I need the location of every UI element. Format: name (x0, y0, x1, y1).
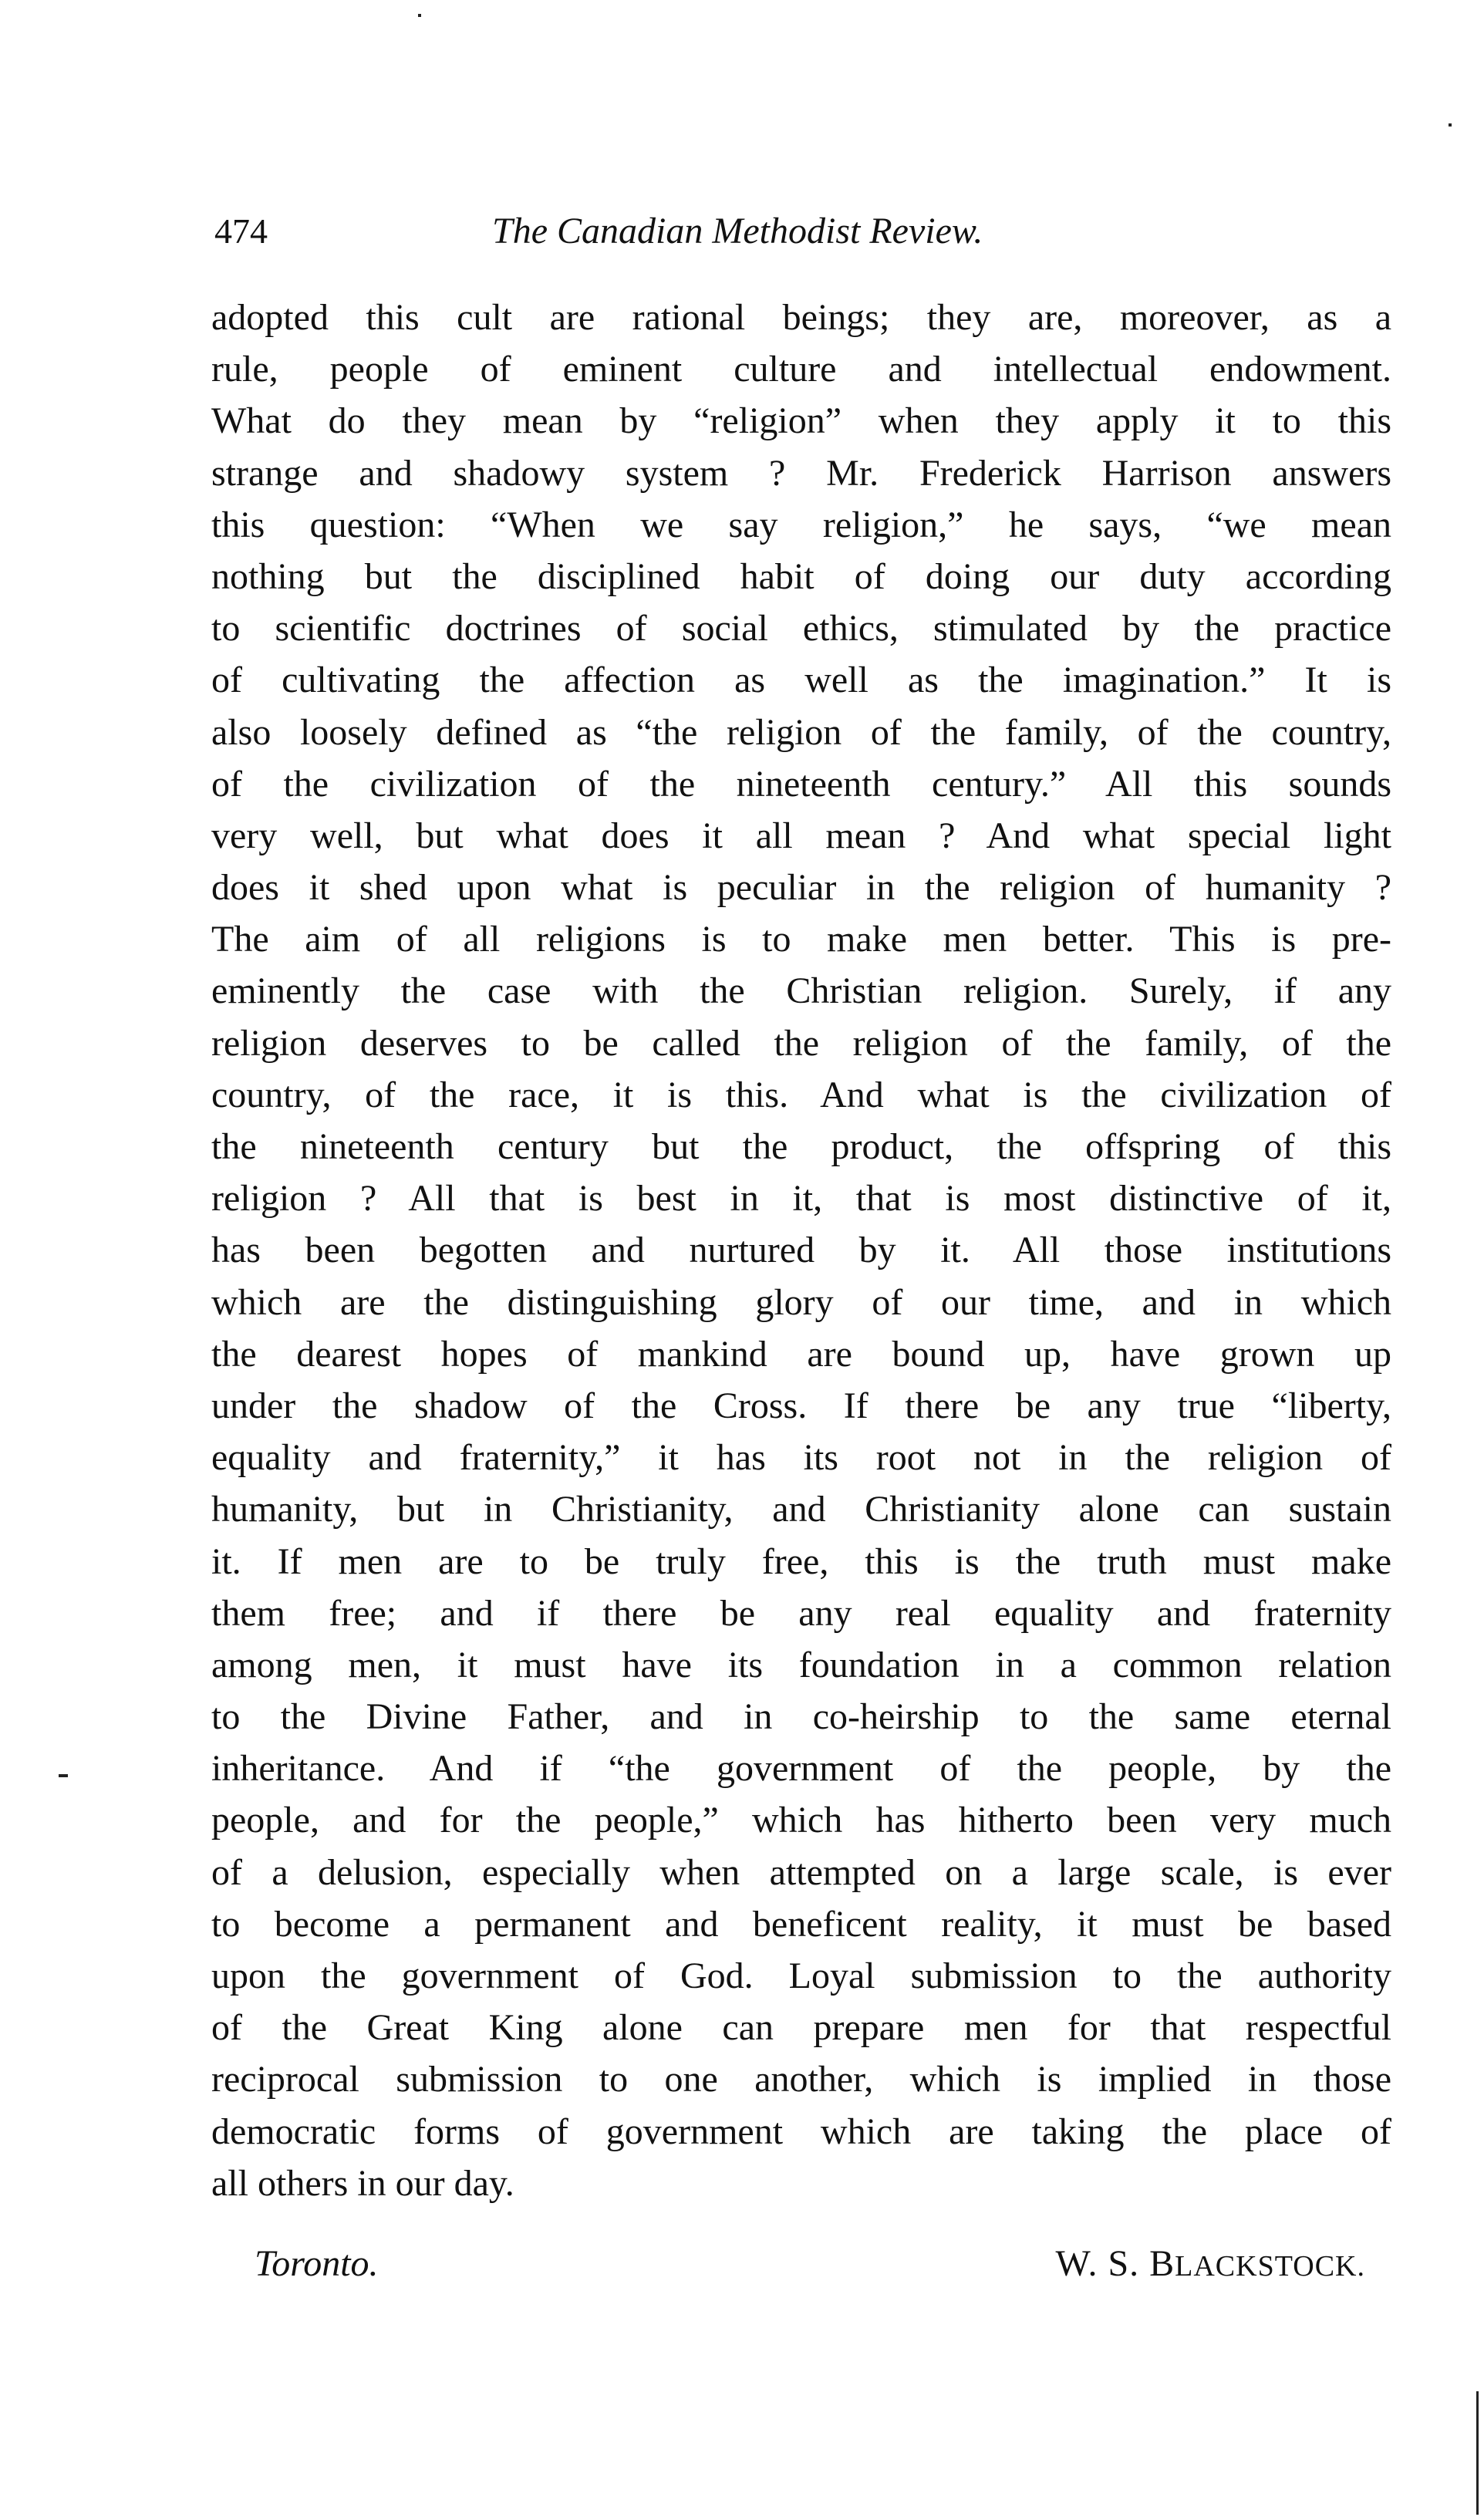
text-line-last: all others in our day. (211, 2162, 514, 2204)
running-head (214, 208, 1371, 255)
text-line: also loosely defined as “the religion of the family, of the country, (211, 711, 1391, 753)
text-line: country, of the race, it is this. And what is the civilization of (211, 1074, 1391, 1115)
scan-speck-mark (418, 14, 421, 17)
text-line: humanity, but in Christianity, and Christianity alone can sustain (211, 1489, 1391, 1530)
scan-speck-mark (59, 1774, 68, 1777)
text-line: rule, people of eminent culture and intellectual endowment. (211, 349, 1391, 390)
journal-title: The Canadian Methodist Review. (492, 211, 983, 251)
text-line: upon the government of God. Loyal submission to the authority (211, 1955, 1391, 1996)
text-line: The aim of all religions is to make men better. This is pre- (211, 919, 1391, 960)
text-line: people, and for the people,” which has hitherto been very much (211, 1800, 1391, 1841)
text-line: them free; and if there be any real equality and fraternity (211, 1592, 1391, 1634)
author-surname-smallcaps: LACKSTOCK. (1175, 2250, 1365, 2283)
text-line: which are the distinguishing glory of our time, and in which (211, 1281, 1391, 1323)
text-line: equality and fraternity,” it has its root not in the religion of (211, 1437, 1391, 1479)
text-line: among men, it must have its foundation in a common relation (211, 1644, 1391, 1685)
text-line: nothing but the disciplined habit of doing our duty according (211, 555, 1391, 597)
text-line: of the civilization of the nineteenth century.” All this sounds (211, 763, 1391, 805)
text-line: does it shed upon what is peculiar in the religion of humanity ? (211, 867, 1391, 909)
text-line: this question: “When we say religion,” he says, “we mean (211, 504, 1391, 545)
text-line: the dearest hopes of mankind are bound up, have grown up (211, 1333, 1391, 1375)
page-number: 474 (214, 211, 268, 251)
text-line: religion deserves to be called the religion of the family, of the (211, 1022, 1391, 1064)
text-line: has been begotten and nurtured by it. All those institutions (211, 1230, 1391, 1271)
scan-edge-line (1476, 2391, 1479, 2515)
text-line: to scientific doctrines of social ethics, stimulated by the practice (211, 608, 1391, 649)
text-line: eminently the case with the Christian religion. Surely, if any (211, 970, 1391, 1012)
text-line: under the shadow of the Cross. If there be any true “liberty, (211, 1385, 1391, 1426)
text-line: very well, but what does it all mean ? And what special light (211, 815, 1391, 856)
text-line: inheritance. And if “the government of the people, by the (211, 1748, 1391, 1790)
author-initials: W. S. B (1055, 2243, 1175, 2284)
text-line: to become a permanent and beneficent reality, it must be based (211, 1903, 1391, 1945)
text-line: the nineteenth century but the product, the offspring of this (211, 1126, 1391, 1167)
article-body (211, 292, 1391, 2209)
text-line: of cultivating the affection as well as the imagination.” It is (211, 660, 1391, 701)
text-line: strange and shadowy system ? Mr. Frederick Harrison answers (211, 452, 1391, 494)
text-line: What do they mean by “religion” when they apply it to this (211, 400, 1391, 442)
text-line: reciprocal submission to one another, which is implied in those (211, 2059, 1391, 2100)
text-line: democratic forms of government which are taking the place of (211, 2110, 1391, 2152)
text-line: adopted this cult are rational beings; they are, moreover, as a (211, 297, 1391, 338)
signature-author (1056, 2237, 1365, 2293)
text-line: of a delusion, especially when attempted on a large scale, is ever (211, 1851, 1391, 1893)
signature-row (255, 2237, 1365, 2291)
text-line: to the Divine Father, and in co-heirship to the same eternal (211, 1696, 1391, 1738)
text-line: religion ? All that is best in it, that is most distinctive of it, (211, 1178, 1391, 1220)
signature-place: Toronto. (255, 2243, 379, 2284)
text-line: it. If men are to be truly free, this is the truth must make (211, 1540, 1391, 1582)
text-line: of the Great King alone can prepare men for that respectful (211, 2007, 1391, 2049)
scan-speck-mark (1449, 123, 1452, 127)
